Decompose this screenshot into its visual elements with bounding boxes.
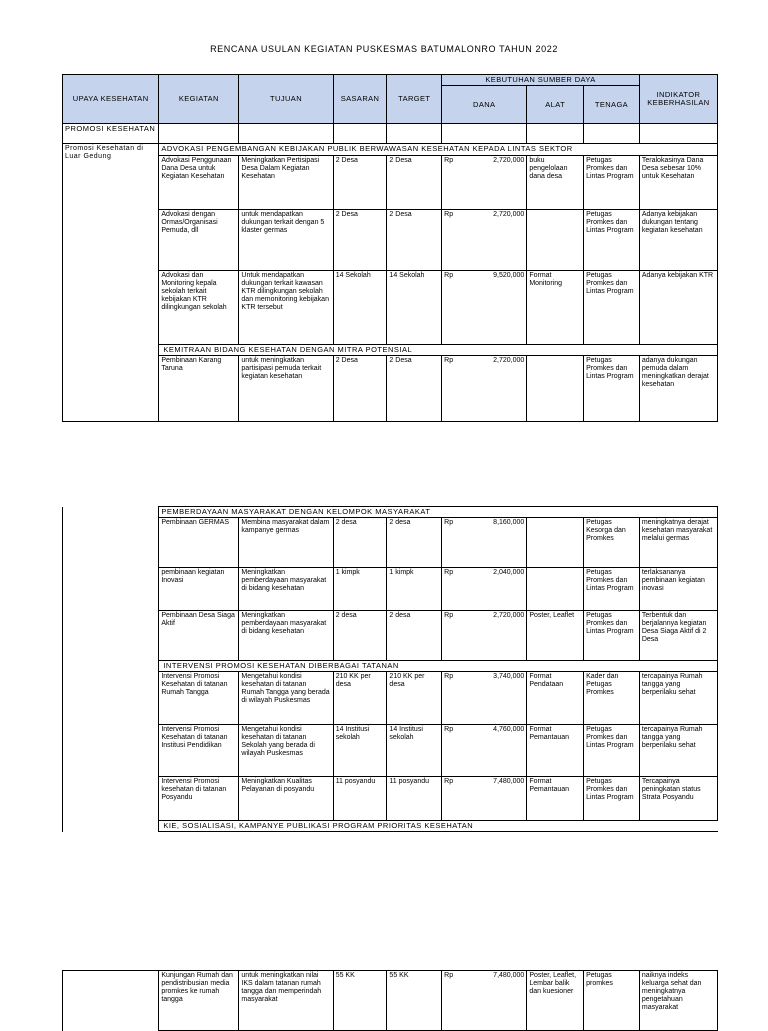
row-alat: Format Pemantauan xyxy=(527,725,584,777)
row-tujuan: untuk meningkatkan partisipasi pemuda terkait kegiatan kesehatan xyxy=(239,356,333,422)
row-rp: Rp xyxy=(442,611,466,661)
row-alat: Format Pemantauan xyxy=(527,777,584,821)
activity-table-part-1 xyxy=(62,74,718,422)
row-sasaran: 1 kimpk xyxy=(333,568,387,611)
row-dana: 2,040,000 xyxy=(466,568,527,611)
row-rp: Rp xyxy=(442,210,466,271)
section-promosi-luar-gedung: Promosi Kesehatan di Luar Gedung xyxy=(63,144,159,422)
row-dana: 9,520,000 xyxy=(466,271,527,345)
row-target: 2 Desa xyxy=(387,210,442,271)
row-target: 55 KK xyxy=(387,971,442,1031)
row-target: 210 KK per desa xyxy=(387,672,442,725)
row-alat xyxy=(527,568,584,611)
row-dana: 2,720,000 xyxy=(466,156,527,210)
row-rp: Rp xyxy=(442,271,466,345)
row-tujuan: untuk mendapatkan dukungan terkait dengan 5 klaster germas xyxy=(239,210,333,271)
row-kegiatan: Intervensi Promosi kesehatan di tatanan Posyandu xyxy=(159,777,239,821)
row-kegiatan: Advokasi Penggunaan Dana Desa untuk Kegiatan Kesehatan xyxy=(159,156,239,210)
row-target: 14 Sekolah xyxy=(387,271,442,345)
row-tenaga: Petugas promkes xyxy=(584,971,640,1031)
row-tujuan: untuk meningkatkan nilai IKS dalam tatanan rumah tangga dan memperindah masyarakat xyxy=(239,971,333,1031)
col-alat: ALAT xyxy=(527,86,584,124)
row-sasaran: 2 Desa xyxy=(333,210,387,271)
row-indikator: tercapainya Rumah tangga yang berperilaku sehat xyxy=(639,725,717,777)
row-kegiatan: Intervensi Promosi Kesehatan di tatanan Institusi Pendidikan xyxy=(159,725,239,777)
row-dana: 2,720,000 xyxy=(466,611,527,661)
row-kegiatan: Advokasi dan Monitoring kepala sekolah terkait kebijakan KTR dilingkungan sekolah xyxy=(159,271,239,345)
row-target: 2 Desa xyxy=(387,356,442,422)
row-sasaran: 2 Desa xyxy=(333,356,387,422)
row-kegiatan: pembinaan kegiatan Inovasi xyxy=(159,568,239,611)
col-dana: DANA xyxy=(442,86,527,124)
row-kegiatan: Pembinaan Desa Siaga Aktif xyxy=(159,611,239,661)
section-promosi: PROMOSI KESEHATAN xyxy=(63,124,159,144)
col-sasaran: SASARAN xyxy=(333,75,387,124)
row-dana: 4,760,000 xyxy=(466,725,527,777)
col-kebutuhan: KEBUTUHAN SUMBER DAYA xyxy=(442,75,640,86)
row-rp: Rp xyxy=(442,518,466,568)
row-dana: 2,720,000 xyxy=(466,356,527,422)
row-target: 1 kimpk xyxy=(387,568,442,611)
row-kegiatan: Advokasi dengan Ormas/Organisasi Pemuda, dll xyxy=(159,210,239,271)
row-tenaga: Petugas Promkes dan Lintas Program xyxy=(584,210,640,271)
row-indikator: Adanya kebijakan dukungan tentang kegiatan kesehatan xyxy=(639,210,717,271)
row-tenaga: Petugas Promkes dan Lintas Program xyxy=(584,777,640,821)
document-title: RENCANA USULAN KEGIATAN PUSKESMAS BATUMALONRO TAHUN 2022 xyxy=(210,44,558,54)
row-indikator: tercapainya Rumah tangga yang berperilaku sehat xyxy=(639,672,717,725)
row-sasaran: 2 desa xyxy=(333,611,387,661)
row-dana: 8,160,000 xyxy=(466,518,527,568)
row-indikator: terlaksananya pembinaan kegiatan inovasi xyxy=(639,568,717,611)
row-indikator: Tercapainya peningkatan status Strata Posyandu xyxy=(639,777,717,821)
row-target: 14 Institusi sekolah xyxy=(387,725,442,777)
row-tenaga: Petugas Promkes dan Lintas Program xyxy=(584,356,640,422)
row-tujuan: Mengetahui kondisi kesehatan di tatanan Rumah Tangga yang berada di wilayah Puskesmas xyxy=(239,672,333,725)
subsection-advokasi: ADVOKASI PENGEMBANGAN KEBIJAKAN PUBLIK BERWAWASAN KESEHATAN KEPADA LINTAS SEKTOR xyxy=(159,144,718,156)
row-target: 2 desa xyxy=(387,518,442,568)
row-tenaga: Petugas Kesorga dan Promkes xyxy=(584,518,640,568)
row-kegiatan: Kunjungan Rumah dan pendistribusian media promkes ke rumah tangga xyxy=(159,971,239,1031)
col-tujuan: TUJUAN xyxy=(239,75,333,124)
row-indikator: Terbentuk dan berjalannya kegiatan Desa Siaga Aktif di 2 Desa xyxy=(639,611,717,661)
row-tenaga: Petugas Promkes dan Lintas Program xyxy=(584,611,640,661)
row-tujuan: Membina masyarakat dalam kampanye germas xyxy=(239,518,333,568)
row-tenaga: Petugas Promkes dan Lintas Program xyxy=(584,156,640,210)
activity-table-part-3 xyxy=(62,970,718,1031)
row-dana: 7,480,000 xyxy=(466,971,527,1031)
row-kegiatan: Pembinaan GERMAS xyxy=(159,518,239,568)
row-target: 2 desa xyxy=(387,611,442,661)
row-alat: Format Monitoring xyxy=(527,271,584,345)
row-tujuan: Meningkatkan pemberdayaan masyarakat di bidang kesehatan xyxy=(239,611,333,661)
row-rp: Rp xyxy=(442,725,466,777)
row-sasaran: 2 Desa xyxy=(333,156,387,210)
row-sasaran: 14 Institusi sekolah xyxy=(333,725,387,777)
row-rp: Rp xyxy=(442,777,466,821)
row-rp: Rp xyxy=(442,156,466,210)
row-sasaran: 55 KK xyxy=(333,971,387,1031)
row-rp: Rp xyxy=(442,672,466,725)
row-indikator: Adanya kebijakan KTR xyxy=(639,271,717,345)
row-rp: Rp xyxy=(442,356,466,422)
row-sasaran: 14 Sekolah xyxy=(333,271,387,345)
row-alat xyxy=(527,356,584,422)
row-indikator: adanya dukungan pemuda dalam meningkatkan derajat kesehatan xyxy=(639,356,717,422)
activity-table-part-2 xyxy=(62,506,718,832)
row-dana: 2,720,000 xyxy=(466,210,527,271)
row-kegiatan: Intervensi Promosi Kesehatan di tatanan Rumah Tangga xyxy=(159,672,239,725)
row-alat: buku pengelolaan dana desa xyxy=(527,156,584,210)
row-tenaga: Petugas Promkes dan Lintas Program xyxy=(584,271,640,345)
row-indikator: naiknya indeks keluarga sehat dan meningkatnya pengetahuan masyarakat xyxy=(639,971,717,1031)
row-tujuan: Meningkatkan Kualitas Pelayanan di posyandu xyxy=(239,777,333,821)
row-sasaran: 2 desa xyxy=(333,518,387,568)
row-sasaran: 11 posyandu xyxy=(333,777,387,821)
row-indikator: Teralokasinya Dana Desa sebesar 10% untuk Kesehatan xyxy=(639,156,717,210)
subsection-kemitraan: KEMITRAAN BIDANG KESEHATAN DENGAN MITRA POTENSIAL xyxy=(159,345,718,356)
row-alat: Poster, Leaflet xyxy=(527,611,584,661)
col-tenaga: TENAGA xyxy=(584,86,640,124)
subsection-kie: KIE, SOSIALISASI, KAMPANYE PUBLIKASI PROGRAM PRIORITAS KESEHATAN xyxy=(159,821,718,832)
row-dana: 7,480,000 xyxy=(466,777,527,821)
row-rp: Rp xyxy=(442,971,466,1031)
row-tenaga: Petugas Promkes dan Lintas Program xyxy=(584,725,640,777)
col-indikator: INDIKATOR KEBERHASILAN xyxy=(639,75,717,124)
row-tujuan: Meningkatkan Pertisipasi Desa Dalam Kegiatan Kesehatan xyxy=(239,156,333,210)
row-alat: Format Pendataan xyxy=(527,672,584,725)
row-target: 2 Desa xyxy=(387,156,442,210)
row-sasaran: 210 KK per desa xyxy=(333,672,387,725)
subsection-pemberdayaan: PEMBERDAYAAN MASYARAKAT DENGAN KELOMPOK MASYARAKAT xyxy=(159,507,718,518)
row-target: 11 posyandu xyxy=(387,777,442,821)
row-alat xyxy=(527,518,584,568)
col-target: TARGET xyxy=(387,75,442,124)
row-tujuan: Untuk mendapatkan dukungan terkait kawasan KTR dilingkungan sekolah dan memonitoring kebijakan KTR tersebut xyxy=(239,271,333,345)
row-tujuan: Meningkatkan pemberdayaan masyarakat di bidang kesehatan xyxy=(239,568,333,611)
row-alat xyxy=(527,210,584,271)
subsection-intervensi: INTERVENSI PROMOSI KESEHATAN DIBERBAGAI TATANAN xyxy=(159,661,718,672)
row-tenaga: Petugas Promkes dan Lintas Program xyxy=(584,568,640,611)
row-dana: 3,740,000 xyxy=(466,672,527,725)
row-kegiatan: Pembinaan Karang Taruna xyxy=(159,356,239,422)
row-rp: Rp xyxy=(442,568,466,611)
row-tujuan: Mengetahui kondisi kesehatan di tatanan Sekolah yang berada di wilayah Puskesmas xyxy=(239,725,333,777)
row-indikator: meningkatnya derajat kesehatan masyarakat melalui germas xyxy=(639,518,717,568)
col-kegiatan: KEGIATAN xyxy=(159,75,239,124)
row-tenaga: Kader dan Petugas Promkes xyxy=(584,672,640,725)
col-upaya: UPAYA KESEHATAN xyxy=(63,75,159,124)
row-alat: Poster, Leaflet, Lembar balik dan kuesioner xyxy=(527,971,584,1031)
